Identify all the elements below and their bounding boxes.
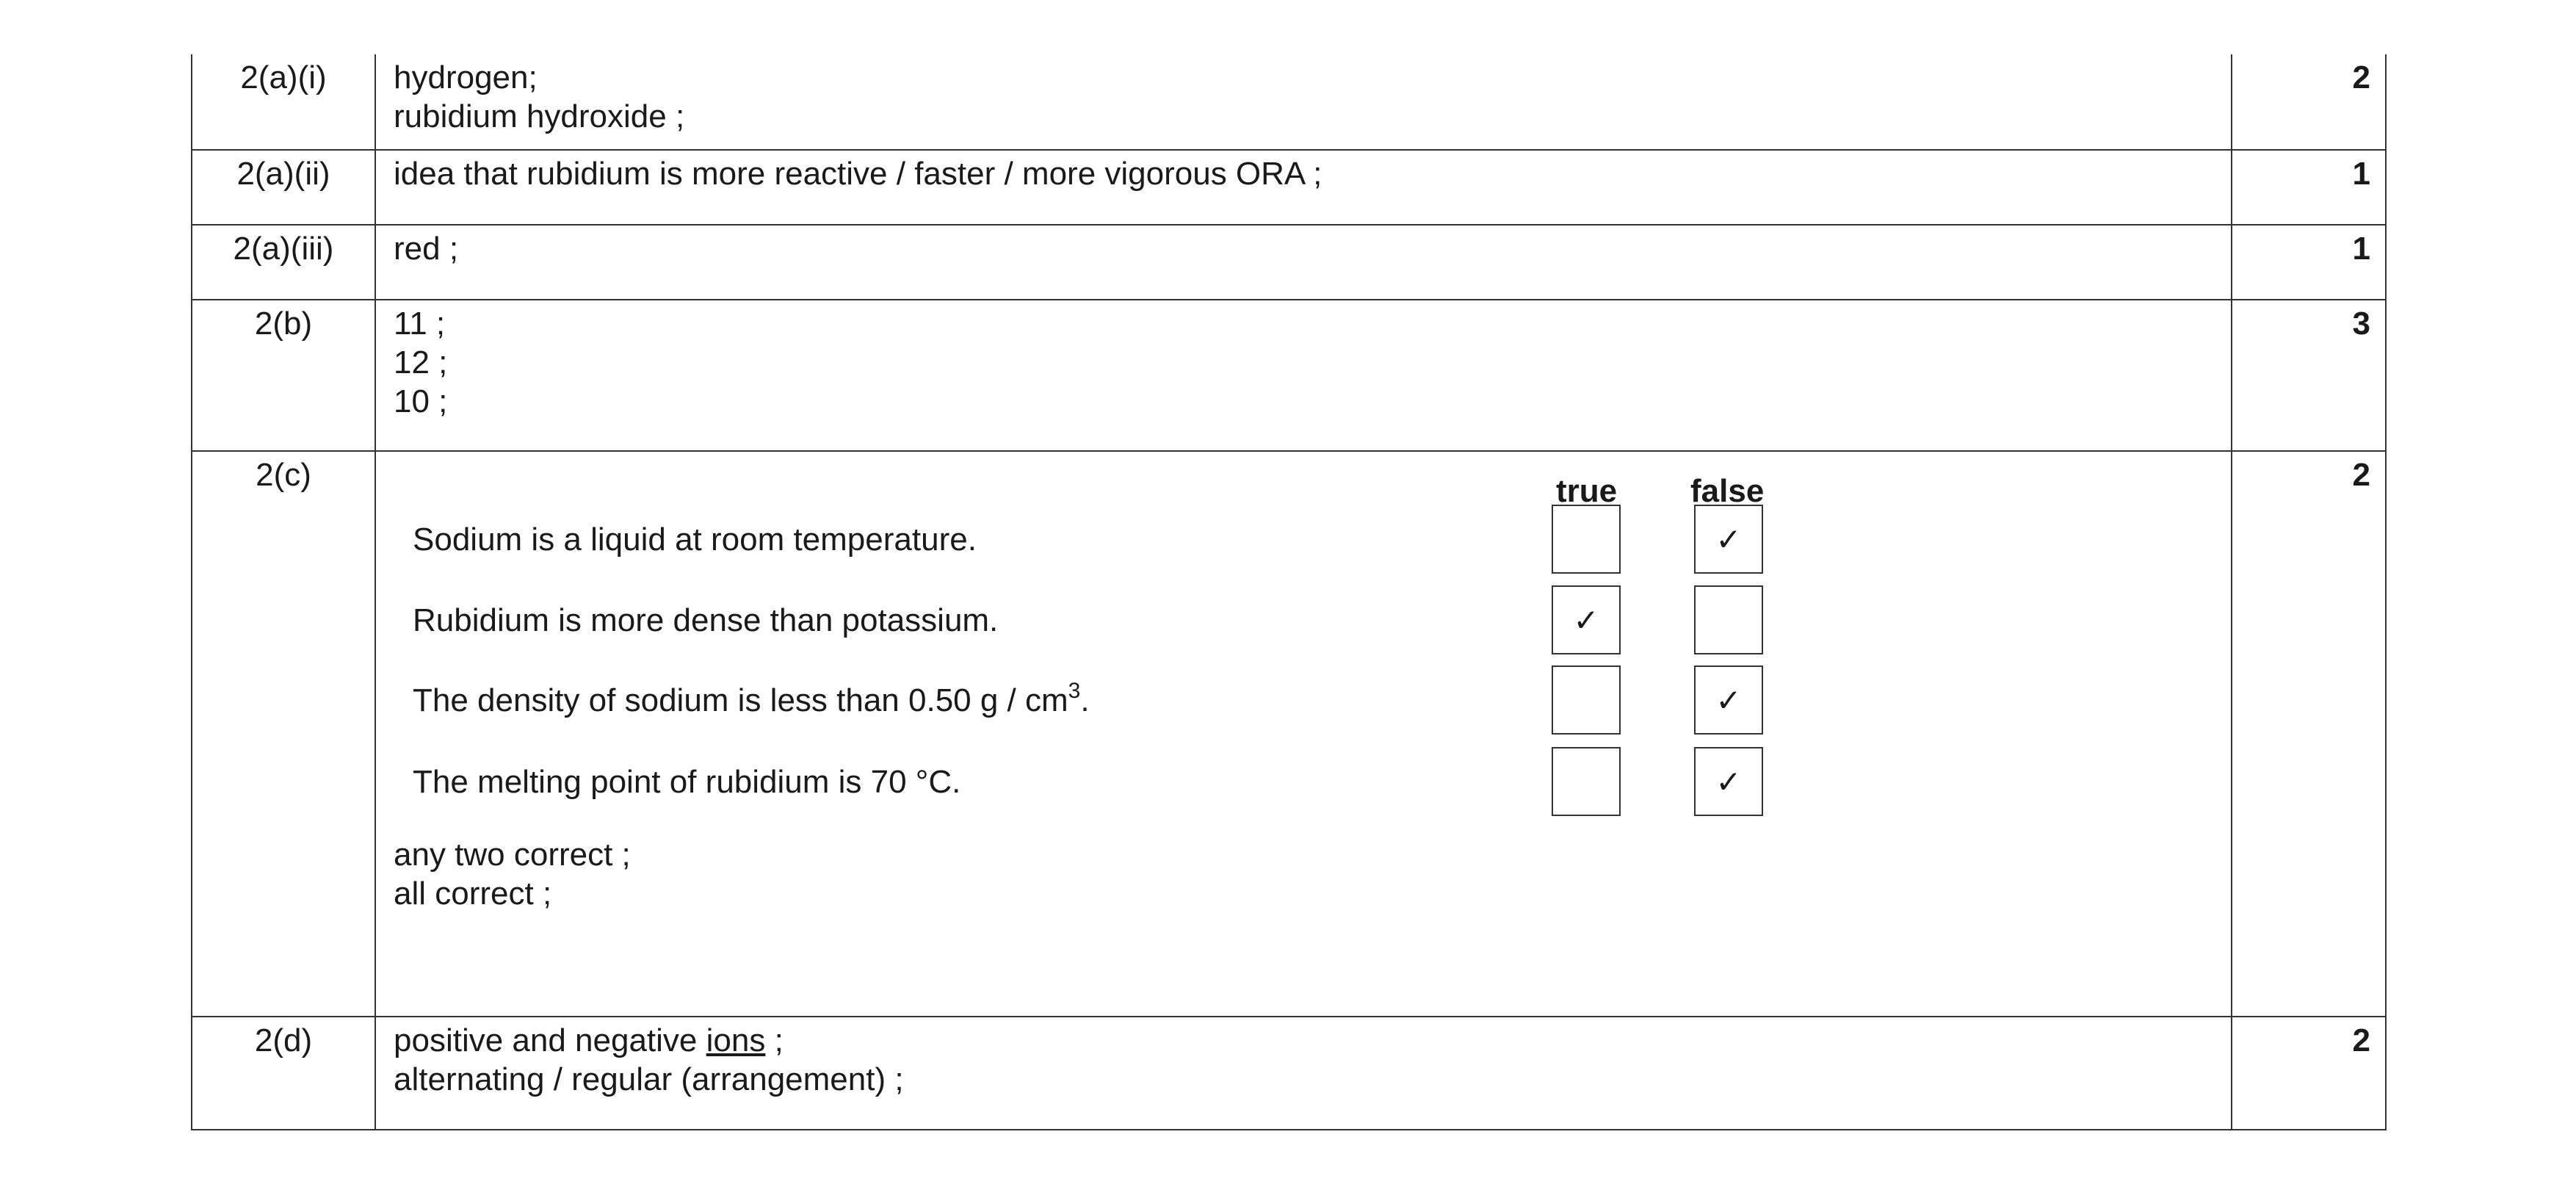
marks-cell: 2 bbox=[2232, 1017, 2386, 1130]
question-number: 2(b) bbox=[192, 300, 375, 451]
question-number: 2(c) bbox=[192, 451, 375, 1017]
question-number: 2(a)(iii) bbox=[192, 225, 375, 300]
false-checkbox[interactable]: ✓ bbox=[1694, 505, 1763, 574]
false-column-header: false bbox=[1690, 473, 1765, 509]
answer-cell bbox=[375, 300, 2232, 451]
answer-line: alternating / regular (arrangement) ; bbox=[394, 1061, 904, 1097]
table-row bbox=[192, 1017, 2386, 1130]
underlined-keyword: ions bbox=[706, 1022, 766, 1058]
answer-line: idea that rubidium is more reactive / faster / more vigorous ORA ; bbox=[394, 156, 1323, 192]
answer-line: all correct ; bbox=[394, 876, 552, 912]
answer-cell bbox=[375, 54, 2232, 150]
table-row bbox=[192, 225, 2386, 300]
answer-line bbox=[394, 1021, 2231, 1060]
superscript: 3 bbox=[1068, 679, 1081, 703]
statement-text: The melting point of rubidium is 70 °C. bbox=[413, 764, 961, 800]
answer-cell bbox=[375, 150, 2232, 225]
false-checkbox[interactable]: ✓ bbox=[1694, 665, 1763, 735]
true-checkbox[interactable]: ✓ bbox=[1552, 585, 1621, 654]
table-row bbox=[192, 54, 2386, 150]
answer-line: 11 ; bbox=[394, 306, 446, 342]
statement-text bbox=[413, 681, 1090, 720]
statement-text: Rubidium is more dense than potassium. bbox=[413, 602, 999, 638]
marking-notes bbox=[394, 835, 631, 913]
statement-main-text: The density of sodium is less than 0.50 g / cm bbox=[413, 682, 1068, 718]
question-number: 2(a)(i) bbox=[192, 54, 375, 150]
true-checkbox[interactable] bbox=[1552, 747, 1621, 816]
answer-line: hydrogen; bbox=[394, 59, 538, 95]
mark-scheme-table bbox=[191, 54, 2387, 1130]
table-row bbox=[192, 150, 2386, 225]
answer-line: 12 ; bbox=[394, 344, 448, 380]
question-number: 2(d) bbox=[192, 1017, 375, 1130]
answer-suffix: ; bbox=[765, 1022, 784, 1058]
marks-cell: 2 bbox=[2232, 54, 2386, 150]
answer-line: 10 ; bbox=[394, 383, 448, 419]
marks-cell: 3 bbox=[2232, 300, 2386, 451]
answer-line: rubidium hydroxide ; bbox=[394, 98, 685, 134]
statement-text: Sodium is a liquid at room temperature. bbox=[413, 522, 977, 558]
false-checkbox[interactable]: ✓ bbox=[1694, 747, 1763, 816]
answer-cell bbox=[375, 451, 2232, 1017]
answer-line: red ; bbox=[394, 231, 459, 267]
marks-cell: 1 bbox=[2232, 225, 2386, 300]
answer-cell bbox=[375, 1017, 2232, 1130]
answer-line: any two correct ; bbox=[394, 837, 631, 873]
true-checkbox[interactable] bbox=[1552, 505, 1621, 574]
table-row bbox=[192, 451, 2386, 1017]
table-row bbox=[192, 300, 2386, 451]
answer-prefix: positive and negative bbox=[394, 1022, 706, 1058]
true-checkbox[interactable] bbox=[1552, 665, 1621, 735]
true-false-table bbox=[394, 455, 2231, 914]
question-number: 2(a)(ii) bbox=[192, 150, 375, 225]
marks-cell: 2 bbox=[2232, 451, 2386, 1017]
false-checkbox[interactable] bbox=[1694, 585, 1763, 654]
statement-suffix: . bbox=[1080, 682, 1090, 718]
marks-cell: 1 bbox=[2232, 150, 2386, 225]
true-column-header: true bbox=[1556, 473, 1618, 509]
answer-cell bbox=[375, 225, 2232, 300]
